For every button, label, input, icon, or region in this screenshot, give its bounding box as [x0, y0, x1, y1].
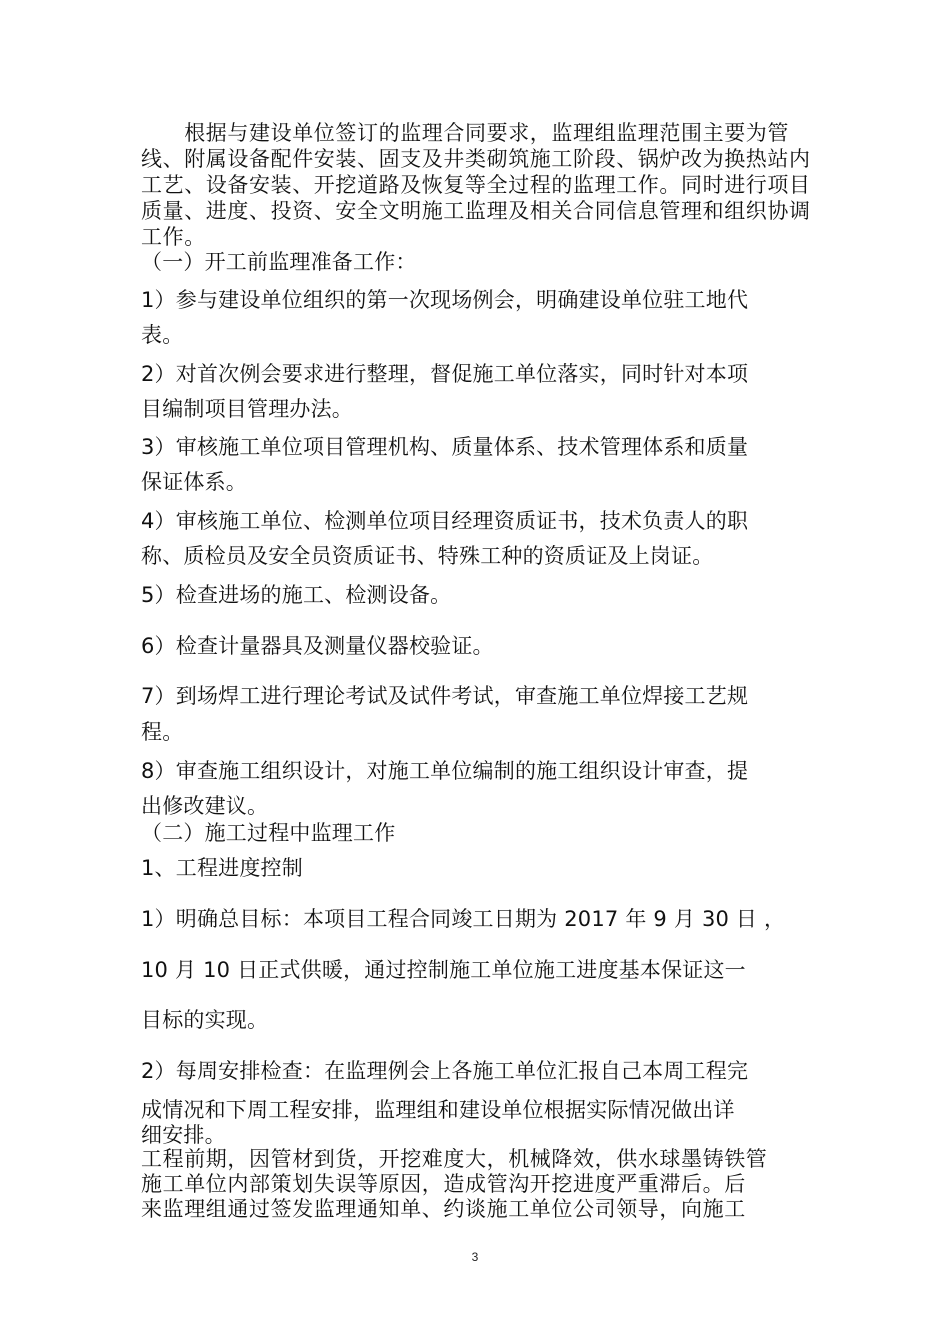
- list-item-line: 8）审查施工组织设计，对施工单位编制的施工组织设计审查，提: [141, 759, 749, 783]
- subsection-heading: 1、工程进度控制: [141, 856, 303, 880]
- list-item-line: 3）审核施工单位项目管理机构、质量体系、技术管理体系和质量: [141, 435, 749, 459]
- list-item-line: 出修改建议。: [141, 794, 269, 818]
- paragraph-line: 工程前期，因管材到货，开挖难度大，机械降效，供水球墨铸铁管: [141, 1147, 768, 1171]
- list-item-line: 程。: [141, 720, 184, 744]
- list-item-line: 1）明确总目标：本项目工程合同竣工日期为 2017 年 9 月 30 日 ，: [141, 907, 786, 931]
- list-item-line: 6）检查计量器具及测量仪器校验证。: [141, 634, 494, 658]
- paragraph-line: 施工单位内部策划失误等原因，造成管沟开挖进度严重滞后。后: [141, 1172, 746, 1196]
- list-item-line: 5）检查进场的施工、检测设备。: [141, 583, 452, 607]
- list-item-line: 目编制项目管理办法。: [141, 397, 353, 421]
- list-item-line: 表。: [141, 323, 184, 347]
- paragraph-line: 线、附属设备配件安装、固支及井类砌筑施工阶段、锅炉改为换热站内: [141, 147, 811, 171]
- list-item-line: 10 月 10 日正式供暖，通过控制施工单位施工进度基本保证这一: [141, 958, 746, 982]
- section-heading: （一）开工前监理准备工作：: [141, 250, 417, 274]
- list-item-line: 成情况和下周工程安排，监理组和建设单位根据实际情况做出详: [141, 1098, 735, 1122]
- paragraph-line: 质量、进度、投资、安全文明施工监理及相关合同信息管理和组织协调: [141, 199, 811, 223]
- paragraph-line: 根据与建设单位签订的监理合同要求，监理组监理范围主要为管: [141, 121, 789, 145]
- list-item-line: 目标的实现。: [141, 1008, 269, 1032]
- paragraph-line: 工艺、设备安装、开挖道路及恢复等全过程的监理工作。同时进行项目: [141, 173, 811, 197]
- list-item-line: 2）对首次例会要求进行整理，督促施工单位落实，同时针对本项: [141, 362, 749, 386]
- list-item-line: 保证体系。: [141, 470, 247, 494]
- list-item-line: 2）每周安排检查：在监理例会上各施工单位汇报自己本周工程完: [141, 1059, 749, 1083]
- list-item-line: 称、质检员及安全员资质证书、特殊工种的资质证及上岗证。: [141, 544, 714, 568]
- paragraph-line: 来监理组通过签发监理通知单、约谈施工单位公司领导，向施工: [141, 1197, 746, 1221]
- list-item-line: 4）审核施工单位、检测单位项目经理资质证书，技术负责人的职: [141, 509, 749, 533]
- paragraph-line: 工作。: [141, 225, 206, 249]
- section-heading: （二）施工过程中监理工作: [141, 821, 396, 845]
- list-item-line: 7）到场焊工进行理论考试及试件考试，审查施工单位焊接工艺规: [141, 684, 749, 708]
- list-item-line: 1）参与建设单位组织的第一次现场例会，明确建设单位驻工地代: [141, 288, 749, 312]
- list-item-line: 细安排。: [141, 1123, 226, 1147]
- page-number: 3: [471, 1250, 479, 1264]
